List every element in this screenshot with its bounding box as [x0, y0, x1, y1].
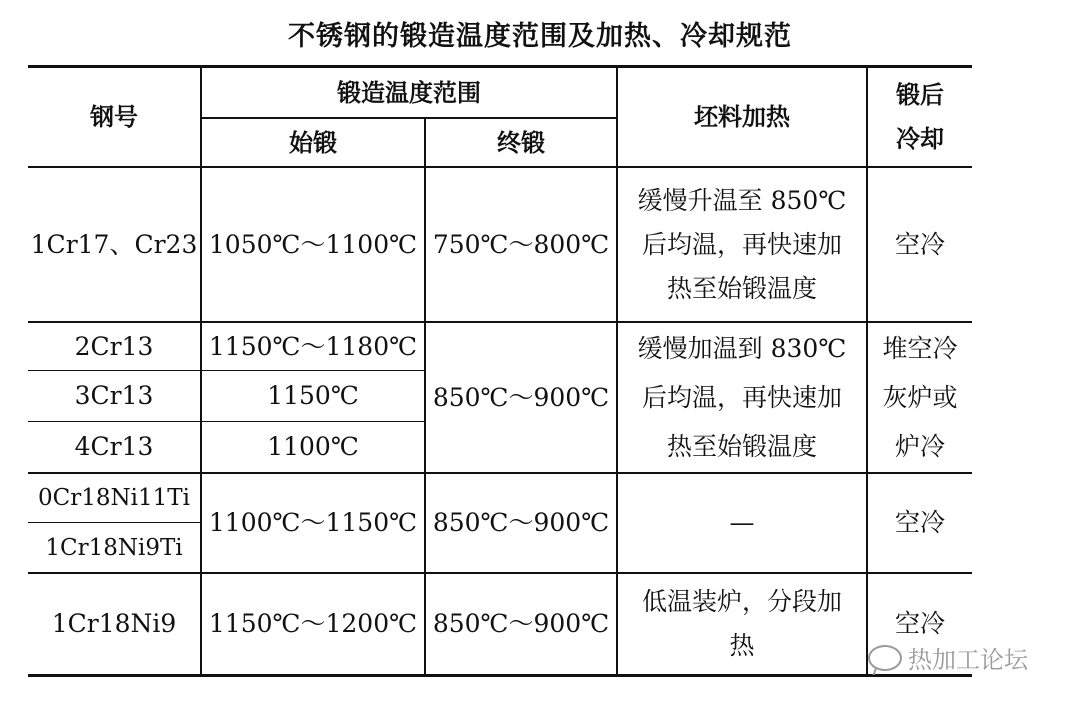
table-title: 不锈钢的锻造温度范围及加热、冷却规范: [288, 21, 792, 52]
row1-cooling: 空冷: [894, 229, 945, 259]
row4-heating: [618, 574, 866, 674]
watermark-text: 热加工论坛: [908, 646, 1028, 674]
row3-start: 1100℃～1150℃: [208, 508, 418, 537]
header-range: 锻造温度范围: [337, 78, 481, 107]
row2-start-2cr13: 1150℃～1180℃: [208, 331, 418, 361]
row1-start: 1050℃～1100℃: [208, 229, 418, 259]
row2-steel-3cr13: 3Cr13: [74, 381, 154, 410]
row4-end: 850℃～900℃: [432, 609, 610, 638]
row2-heating-line1: 缓慢加温到 830℃: [637, 334, 847, 363]
header-steel: 钢号: [90, 103, 138, 131]
header-cooling-line2: 冷却: [896, 125, 944, 153]
row2-steel-4cr13: 4Cr13: [74, 432, 154, 461]
row2-steel-2cr13: 2Cr13: [74, 331, 154, 361]
row2-cooling-line2: 灰炉或: [882, 383, 958, 412]
watermark: [868, 640, 1028, 675]
row2-heating-line2: 后均温，再快速加: [641, 383, 842, 412]
row1-heating-line2: 后均温，再快速加: [641, 229, 842, 259]
row2-start-3cr13: 1150℃: [267, 381, 359, 410]
rule-bottom: [28, 674, 972, 677]
row4-heating-line2: 热: [729, 631, 755, 660]
row2-cooling: [868, 323, 972, 472]
row3-steel-1cr18ni9ti: 1Cr18Ni9Ti: [45, 534, 183, 561]
row2-cooling-line1: 堆空冷: [882, 334, 958, 363]
header-start: 始锻: [289, 128, 337, 157]
row3-cooling: 空冷: [894, 508, 945, 537]
row2-end: 850℃～900℃: [432, 382, 610, 412]
row1-heating-line3: 热至始锻温度: [666, 273, 817, 303]
row4-start: 1150℃～1200℃: [208, 609, 418, 638]
header-cooling: [868, 68, 972, 166]
row3-heating: —: [729, 508, 755, 537]
row3-end: 850℃～900℃: [432, 508, 610, 537]
row4-steel: 1Cr18Ni9: [51, 609, 177, 638]
row2-cooling-line3: 炉冷: [894, 432, 945, 461]
header-cooling-line1: 锻后: [896, 81, 944, 109]
row3-steel-0cr18ni11ti: 0Cr18Ni11Ti: [38, 485, 190, 511]
wechat-icon: [868, 645, 902, 671]
header-heating: 坯料加热: [694, 103, 790, 131]
row4-cooling: 空冷: [894, 609, 945, 638]
row1-steel: 1Cr17、Cr23: [30, 229, 198, 259]
row1-end: 750℃～800℃: [432, 229, 610, 259]
row1-heating: [618, 168, 866, 321]
row4-heating-line1: 低温装炉，分段加: [641, 587, 842, 616]
row2-heating-line3: 热至始锻温度: [666, 432, 817, 461]
row1-heating-line1: 缓慢升温至 850℃: [637, 185, 847, 215]
row2-start-4cr13: 1100℃: [267, 432, 359, 461]
header-end: 终锻: [497, 128, 545, 157]
row2-heating: [618, 323, 866, 472]
